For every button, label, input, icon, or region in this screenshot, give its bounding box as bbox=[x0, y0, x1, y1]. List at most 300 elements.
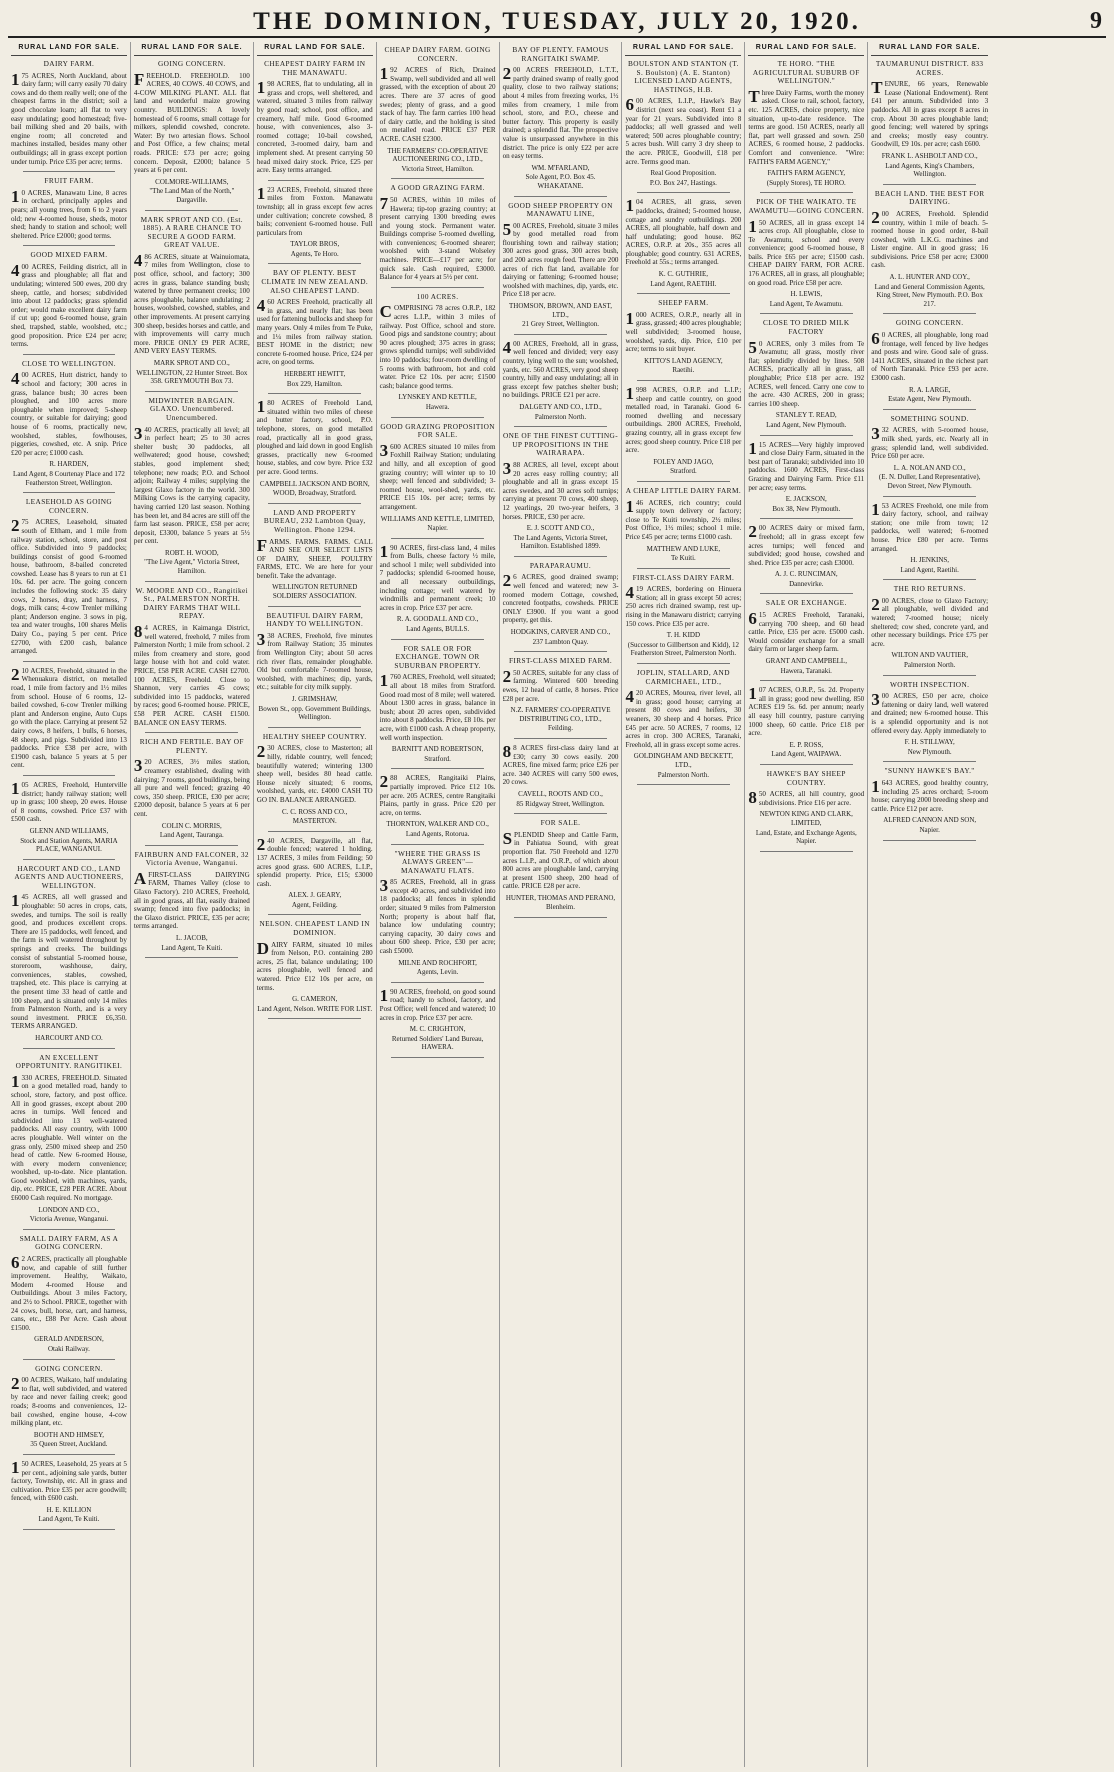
ad-divider bbox=[23, 245, 116, 246]
ad-title: GOING CONCERN. bbox=[895, 318, 964, 328]
ad-agent: WELLINGTON RETURNED SOLDIERS' ASSOCIATION. bbox=[272, 583, 358, 601]
ad-title: GOING CONCERN. bbox=[35, 1363, 103, 1373]
ad-agent: C. C. ROSS AND CO., bbox=[282, 807, 348, 816]
ad-agent: Real Good Proposition. bbox=[650, 169, 717, 178]
ad-contact: Returned Soldiers' Land Bureau, HAWERA. bbox=[391, 1034, 484, 1052]
ad-body: 145 ACRES, all well grassed and ploughable: 50 acres in crops, cats, swedes, and turnips. The soil is really good, and produces excellent crops. There are 15 paddocks, well fenced, and the farm is well watered throughout by springs and creeks. The buildings consist of substantial 5-roomed house, storeroom, washhouse, dairy, conveniences, stables, cowshed, trapshed, etc. This place is carrying at the present time 33 head of cattle and 100 sheep, and is situated only 14 miles from Palmerston North, and is a very sound investment. PRICE £6,350. TERMS ARRANGED. bbox=[11, 891, 127, 1031]
ad-divider bbox=[23, 354, 116, 355]
ad-body: 180 ACRES of Freehold Land, situated within two miles of cheese and butter factory, school, P.O. telephone, stores, on good metalled road, practically all in good grass, ploughed and laid down in good English grasses, practically new 6-roomed house, stables, and cow byre. Price £32 per acre. Good terms. bbox=[256, 397, 373, 476]
classified-ad bbox=[257, 269, 373, 388]
ad-agent: COLMORE-WILLIAMS, bbox=[155, 177, 229, 186]
ad-contact: Bowen St., opp. Government Buildings, Wellington. bbox=[258, 704, 371, 722]
ad-agent: WM. M'FARLAND, bbox=[531, 163, 590, 172]
column-heading: RURAL LAND FOR SALE. bbox=[134, 42, 250, 56]
ad-divider bbox=[760, 518, 853, 519]
ad-divider bbox=[760, 435, 853, 436]
classified-ad bbox=[625, 487, 741, 563]
masthead-title: THE DOMINION, TUESDAY, JULY 20, 1920. bbox=[253, 8, 861, 35]
ad-body: 400 ACRES, Hutt district, handy to school and factory; 300 acres in grass, balance bush; 30 acres been ploughed, and 100 acres more ploughable when improved; 5-sheep country, or suitable for dairying; good house of 6 rooms, practically new, woolshed, stables, fowlhouses, piggeries, cowshed, etc. A snip. Price £20 per acre; £1000 cash. bbox=[11, 369, 127, 457]
ad-contact: WELLINGTON, 22 Hunter Street. Box 358. GREYMOUTH Box 73. bbox=[136, 368, 248, 386]
ad-contact: The Land Agents, Victoria Street, Hamilton. Established 1899. bbox=[513, 533, 608, 551]
classified-ad bbox=[503, 819, 619, 912]
ad-agent: N.Z. FARMERS' CO-OPERATIVE DISTRIBUTING CO., LTD., bbox=[510, 706, 611, 723]
ad-agent: E. JACKSON, bbox=[785, 495, 827, 504]
ad-divider bbox=[23, 171, 116, 172]
ad-divider bbox=[268, 1018, 361, 1019]
ad-body: 250 ACRES, suitable for any class of farming. Wintered 600 breeding ewes, 12 head of cattle, 8 horses. Price £28 per acre. bbox=[502, 666, 619, 703]
ad-title: HAWKE'S BAY SHEEP COUNTRY. bbox=[766, 768, 846, 787]
ad-divider bbox=[637, 293, 730, 294]
ad-contact: Estate Agent, New Plymouth. bbox=[888, 395, 972, 404]
ad-divider bbox=[23, 775, 116, 776]
ad-title: AN EXCELLENT OPPORTUNITY. RANGITIKEI. bbox=[15, 1052, 123, 1071]
ad-body: DAIRY FARM, situated 10 miles from Nelson, P.O. containing 280 acres, 25 flat, balance undulating; 100 acres ploughable, well fenced and watered. Price £12 10s per acre, on terms. bbox=[256, 938, 373, 992]
ad-body: 1000 ACRES, O.R.P., nearly all in grass, grassed; 400 acres ploughable; well subdivided; 3-roomed house, woolshed, yards, dip. Price, £10 per acre; terms to suit buyer. bbox=[625, 308, 742, 354]
ad-title: JOPLIN, STALLARD, AND CARMICHAEL, LTD., bbox=[636, 668, 730, 686]
ad-contact: Land Agent, WAIPAWA. bbox=[771, 750, 842, 759]
classified-ad bbox=[625, 574, 741, 658]
ad-body: COMPRISING 78 acres O.R.P., 182 acres L.I.P., within 3 miles of railway. Post Office, school and store. Good pigs and sandstone country; about 90 acres ploughed; 375 acres in grass; grows splendid turnips; well subdivided into 10 paddocks; four-room dwelling of 5 rooms with bathroom, hot and cold water. Price £2 10s. per acre; £1500 cash; balance good terms. bbox=[379, 302, 496, 390]
ad-contact: Land Agents, King's Chambers, Wellington. bbox=[885, 161, 975, 179]
classified-ad bbox=[11, 498, 127, 656]
masthead bbox=[8, 6, 1106, 38]
ad-title: PICK OF THE WAIKATO. TE AWAMUTU—GOING CONCERN. bbox=[748, 197, 865, 215]
ad-contact: Box 38, New Plymouth. bbox=[772, 504, 841, 513]
ad-divider bbox=[760, 680, 853, 681]
ad-agent: HODGKINS, CARVER AND CO., bbox=[510, 628, 611, 637]
classified-ad bbox=[379, 541, 496, 634]
classified-ad bbox=[502, 337, 619, 421]
classified-ad bbox=[748, 599, 864, 675]
ad-title: BEAUTIFUL DAIRY FARM, HANDY TO WELLINGTON. bbox=[266, 610, 364, 629]
ad-title: DAIRY FARM. bbox=[43, 59, 95, 68]
ad-title: SHEEP FARM. bbox=[658, 298, 709, 308]
column-heading: RURAL LAND FOR SALE. bbox=[748, 42, 864, 56]
classified-ad bbox=[871, 190, 988, 309]
classified-ad bbox=[134, 216, 250, 386]
classified-ad bbox=[502, 741, 619, 808]
columns-container bbox=[8, 42, 1106, 1767]
ad-agent: G. CAMERON, bbox=[292, 995, 338, 1004]
classified-ad bbox=[380, 850, 496, 977]
ad-agent: ALFRED CANNON AND SON, bbox=[883, 816, 977, 825]
ad-divider bbox=[514, 738, 607, 739]
classified-ad bbox=[503, 657, 619, 733]
ad-title: THE RIO RETURNS. bbox=[893, 584, 966, 594]
ad-body: 288 ACRES, Rangitaiki Plains, partially improved. Price £12 10s. per acre. 205 ACRES, centre Rangitaiki Plains, partly in grass. Price £20 per acre, on terms. bbox=[379, 772, 496, 817]
ad-body: 300 ACRES, £50 per acre, choice fattening or dairy land, well watered and drained; new 6-roomed house. This is a splendid opportunity and is not offered every day. Apply immediately to bbox=[871, 690, 989, 735]
ad-body: 104 ACRES, all grass, seven paddocks, drained; 5-roomed house, cottage and sundry outbuildings. 200 ACRES, all ploughable, half down and half undulating; good house. 862 ACRES, O.R.P. at 20s., 355 acres all ploughable; good country. 631 ACRES, Freehold at 55s.; terms arranged. bbox=[625, 196, 742, 267]
classified-ad bbox=[380, 184, 496, 282]
ad-body: 850 ACRES, all hill country, good subdivisions. Price £16 per acre. bbox=[748, 788, 865, 808]
ad-contact: Land Agents, BULLS. bbox=[406, 625, 470, 634]
ad-contact: P.O. Box 247, Hastings. bbox=[649, 178, 717, 187]
ad-contact: Raetihi. bbox=[672, 366, 695, 375]
classified-ad bbox=[11, 865, 127, 1043]
ad-contact: Hawera. bbox=[425, 402, 450, 411]
ad-divider bbox=[637, 663, 730, 664]
ad-title: GOOD MIXED FARM. bbox=[30, 250, 108, 260]
ad-title: SALE OR EXCHANGE. bbox=[765, 598, 847, 608]
ad-agent: KITTO'S LAND AGENCY, bbox=[644, 356, 723, 365]
ad-body: 192 ACRES of Rich, Drained Swamp, well subdivided and all well grassed, with the exception of about 20 acres. There are 37 acres of good swedes; plenty of grass, and a good stack of hay. The farm carries 100 head of dairy cattle, and the holding is sited on metalled road. PRICE £37 PER ACRE. CASH £2300. bbox=[379, 64, 496, 143]
ad-agent: LONDON AND CO., bbox=[38, 1205, 100, 1214]
ad-title: FIRST-CLASS MIXED FARM. bbox=[508, 656, 613, 666]
classified-ad bbox=[503, 46, 619, 191]
ad-contact: (E. N. Duller, Land Representative), Devon Street, New Plymouth. bbox=[878, 473, 981, 490]
ad-agent: T. H. KIDD bbox=[666, 631, 701, 640]
ad-agent: GERALD ANDERSON, bbox=[34, 1335, 104, 1344]
ad-divider bbox=[391, 982, 484, 983]
ad-agent: F. H. STILLWAY, bbox=[904, 738, 955, 747]
classified-ad bbox=[380, 774, 496, 838]
ad-divider bbox=[391, 287, 484, 288]
ad-divider bbox=[514, 556, 607, 557]
classified-ad bbox=[625, 669, 741, 779]
ad-body: FREEHOLD. FREEHOLD. 100 ACRES, 40 COWS. 40 COWS, and 4-COW MILKING PLANT. ALL flat land and wonderful maize growing country. BUILDINGS: A lovely homestead of 6 rooms, small cottage for milkers, splendid cowshed, concrete. Water: By two artesian flows. School and Post Office, a few chains; metal roads. PRICE: £73 per acre; going concern. Deposit, £2000; balance 5 years at 6 per cent. bbox=[133, 69, 250, 175]
ad-agent: HERBERT HEWITT, bbox=[284, 370, 346, 378]
classified-ad bbox=[748, 198, 864, 308]
ad-agent: GRANT AND CAMPBELL, bbox=[765, 657, 847, 666]
classified-ad bbox=[134, 397, 250, 576]
ad-divider bbox=[391, 538, 484, 539]
ad-body: 190 ACRES, freehold, on good sound road; handy to school, factory, and Post Office; well fenced and watered; 10 acres in crop. Price £37 per acre. bbox=[379, 985, 496, 1022]
ad-divider bbox=[514, 651, 607, 652]
ad-body: 150 ACRES, all in grass except 14 acres crop. All ploughable, close to Te Awamutu, school and every convenience; good 6-roomed house, 8 bails. Price £65 per acre; £1500 cash. CHEAP DAIRY FARM, FOR ACRE. 176 ACRES, all in grass, all ploughable; on good road. Price £58 per acre. bbox=[748, 216, 865, 287]
ad-contact: (Supply Stores), TE HORO. bbox=[766, 178, 846, 187]
ad-contact: Dannevirke. bbox=[789, 579, 824, 588]
ad-body: 146 ACRES, rich country; could supply town delivery or factory; close to Te Kuiti township, 2½ miles; Post Office, 1½ miles; school 1 mile. Price £45 per acre; terms £1000 cash. bbox=[625, 496, 742, 541]
ad-contact: Land Agents, Rotorua. bbox=[405, 829, 470, 838]
ad-agent: DALGETY AND CO., LTD., bbox=[519, 402, 602, 411]
ad-body: 107 ACRES, O.R.P., 5s. 2d. Property all in grass; good new dwelling. 850 ACRES £19 5s. 6d. per annum; nearly all easy hill country, pasture carrying 1000 sheep, 60 cattle. Price £18 per acre. bbox=[748, 684, 865, 738]
ad-contact: Land Agent, Tauranga. bbox=[159, 831, 224, 840]
ad-divider bbox=[268, 831, 361, 832]
ad-contact: Victoria Avenue, Wanganui. bbox=[29, 1215, 109, 1224]
ad-contact: Land Agent, Te Kuiti. bbox=[161, 943, 223, 952]
ad-title: BEACH LAND. THE BEST FOR DAIRYING. bbox=[874, 188, 985, 207]
classified-ad bbox=[625, 299, 741, 375]
ad-divider bbox=[883, 496, 977, 497]
ad-body: 200 ACRES, Freehold. Splendid country, within 1 mile of beach. 5-roomed house in good order, 8-bail cowshed, with L.K.G. machines and Lister engine. All in good grass; 16 subdivisions. Price £58 per acre; £3000 cash. bbox=[871, 207, 989, 270]
ad-divider bbox=[23, 661, 116, 662]
ad-contact: Stratford. bbox=[424, 754, 451, 763]
classified-ad bbox=[748, 686, 864, 759]
ad-contact: (Successor to Gillbertson and Kidd), 12 Featherston Street, Palmerston North. bbox=[627, 640, 739, 658]
ad-divider bbox=[391, 639, 484, 640]
column bbox=[745, 42, 868, 1767]
ad-body: 198 ACRES, flat to undulating, all in grass and crops, well sheltered, and watered, situated 3 miles from railway by good road; school, post office, and creamery, half mile. Good 6-roomed house, with conveniences, also 3-roomed cottage; 10-bail cowshed, concreted, 3-roomed dairy, barn and implement shed. At present carrying 50 head mixed dairy stock. Price, £25 per acre. Easy terms arranged. bbox=[256, 78, 373, 175]
classified-ad bbox=[503, 562, 619, 646]
ad-divider bbox=[637, 481, 730, 482]
ad-body: 1330 ACRES, FREEHOLD. Situated on a good metalled road, handy to school, store, factory, and post office. All in good grasses, except about 200 acres in turnips. Well fenced and subdivided into 13 well-watered paddocks. All easy country, with 1000 acres ploughable. Well winter on the grass only, 2500 mixed sheep and 250 head of cattle. New 6-roomed House, with every modern convenience; woolshed, up-to-date. Nice plantation. Good woolshed, with machines, yards, dip, etc. PRICE, £28 PER ACRE. About £6000 Cash required. No mortgage. bbox=[11, 1071, 127, 1203]
ad-title: PARAPARAUMU. bbox=[529, 560, 592, 570]
ad-divider bbox=[23, 1229, 116, 1230]
ad-divider bbox=[760, 593, 853, 594]
ad-title: MIDWINTER BARGAIN. GLAXO. Unencumbered. Unencumbered. bbox=[148, 395, 236, 422]
ad-agent: CAVELL, ROOTS AND CO., bbox=[518, 789, 603, 798]
ad-body: 600 ACRES, L.I.P., Hawke's Bay district (next sea coast). Rent £1 a year for 21 years. Subdivided into 8 paddocks; all well grassed and well watered; 500 acres ploughable country; 5 acres bush. Will carry 3 dry sheep to the acre. PRICE, Goodwill, £18 per acre. Terms good man. bbox=[625, 95, 742, 166]
ad-contact: 85 Ridgway Street, Wellington. bbox=[516, 799, 605, 808]
ad-body: 190 ACRES, first-class land, 4 miles from Bulls, cheese factory ½ mile, and school 1 mile; well subdivided into 7 paddocks; splendid 6-roomed house, and all necessary outbuildings, including cottage; well watered by windmills and permanent creek; 10 acres in crop. Price £37 per acre. bbox=[379, 541, 496, 612]
ad-title: TE HORO. "THE AGRICULTURAL SUBURB OF WELLINGTON." bbox=[752, 59, 860, 86]
ad-agent: R. A. LARGE, bbox=[908, 385, 951, 394]
ad-agent: ROBT. H. WOOD, bbox=[165, 548, 219, 557]
column bbox=[622, 42, 745, 1767]
ad-body: 400 ACRES, Freehold, all in grass, well fenced and divided; very easy country, lying well to the sun; woolshed, yards, etc. 560 ACRES, very good sheep country, hilly and easy undulating; all in grass except few patches shelter bush; no buildings. PRICE £21 per acre. bbox=[502, 337, 619, 400]
ad-body: 150 ACRES, Leasehold, 25 years at 5 per cent., adjoining sale yards, butter factory, Township, etc. All in grass and cultivation. Price £35 per acre goodwill; fenced, with £600 cash. bbox=[11, 1457, 127, 1503]
ad-body: 10 ACRES, Manawatu Line, 8 acres in orchard, principally apples and pears; all young trees, from 6 to 2 years old; new 4-roomed house, sheds, motor shed; handy to station and school; well sheltered. Price £2000; good terms. bbox=[11, 186, 127, 240]
ad-divider bbox=[145, 845, 238, 846]
ad-divider bbox=[514, 917, 607, 918]
ad-body: 320 ACRES, 3½ miles station, creamery established, dealing with dairying; 7 rooms, good buildings, being all pure and well fenced; grazing 40 cows, 350 sheep. PRICE, £30 per acre; £2000 deposit, balance 5 years at 6 per cent. bbox=[133, 756, 250, 818]
classified-ad bbox=[134, 738, 250, 840]
ad-body: FARMS. FARMS. FARMS. CALL AND SEE OUR SELECT LISTS OF DAIRY, SHEEP, POULTRY FARMS, ETC. We are here for your benefit. Take the advantage. bbox=[256, 535, 373, 580]
ad-agent: FAITH'S FARM AGENCY, bbox=[767, 169, 846, 178]
ad-title: CHEAPEST DAIRY FARM IN THE MANAWATU. bbox=[264, 59, 366, 77]
column-heading: RURAL LAND FOR SALE. bbox=[871, 42, 988, 56]
ad-body: 200 ACRES dairy or mixed farm, freehold; all in grass except few acres turnips; well fenced and subdivided; good house, cowshed and shed. Price £35 per acre; cash £3000. bbox=[748, 522, 865, 567]
ad-agent: K. C. GUTHRIE, bbox=[658, 270, 708, 279]
classified-ad bbox=[11, 1365, 127, 1449]
column-heading: RURAL LAND FOR SALE. bbox=[625, 42, 741, 56]
ad-title: SMALL DAIRY FARM, AS A GOING CONCERN. bbox=[19, 1233, 119, 1252]
classified-ad bbox=[625, 198, 741, 288]
ad-agent: H. LEWIS, bbox=[790, 290, 823, 299]
ad-title: SOMETHING SOUND. bbox=[890, 413, 969, 423]
ad-divider bbox=[23, 1048, 116, 1049]
ad-contact: "The Land Man of the North," Dargaville. bbox=[149, 187, 235, 204]
ad-title: CLOSE TO WELLINGTON. bbox=[21, 358, 116, 368]
ad-body: 123 ACRES, Freehold, situated three miles from Foxton. Manawatu township; all in grass except few acres under cultivation; concrete cowshed, 8 bails; convenient 6-roomed house. Full particulars from bbox=[256, 183, 373, 237]
ad-contact: Palmerston North. bbox=[657, 770, 710, 779]
column bbox=[500, 42, 623, 1767]
ad-agent: HARCOURT AND CO. bbox=[35, 1033, 103, 1042]
ad-title: NELSON. CHEAPEST LAND IN DOMINION. bbox=[259, 919, 370, 938]
ad-body: 1998 ACRES, O.R.P. and L.I.P.; sheep and cattle country, on good metalled road, in Taranaki. Good 6-roomed dwelling and necessary outbuildings. 2800 ACRES, Freehold, grazing country, all in grass except few acres; good sheep country. Price £18 per acre. bbox=[625, 384, 742, 455]
classified-ad bbox=[625, 60, 741, 187]
ad-divider bbox=[391, 768, 484, 769]
classified-ad bbox=[134, 60, 250, 205]
classified-ad bbox=[11, 360, 127, 487]
ad-divider bbox=[391, 178, 484, 179]
ad-contact: Land Agent, RAETIHI. bbox=[650, 279, 717, 288]
ad-body: Three Dairy Farms, worth the money asked. Close to rail, school, factory, etc. 125 ACRES, choice property, nice situation, up-to-date residence. The terms are good. 150 ACRES, nearly all flat, part well grassed and sown. 250 ACRES, 6 roomed house, 2 paddocks. Comfort and convenience. "Wire: FAITH'S FARM AGENCY," bbox=[748, 86, 865, 166]
classified-ad bbox=[11, 251, 127, 349]
ad-title: RICH AND FERTILE. BAY OF PLENTY. bbox=[139, 737, 244, 755]
ad-divider bbox=[268, 914, 361, 915]
ad-contact: WOOD, Broadway, Stratford. bbox=[272, 489, 357, 498]
ad-body: 275 ACRES, Leasehold, situated south of Eltham, and 1 mile from railway station, school, store, and post office. Subdivided into 9 paddocks; buildings consist of good 6-roomed house, bathroom, 8-bailed concreted cowshed. Lease has 8 years to run at £1 10s. 6d. per acre. The going concern includes the following stock: 35 dairy cows, 2 horses, dray, and harness, 7 dogs, milk cans; 4-cow Trenler milking plant; Anderson engine. 3 sows in pig, tea and water troughs, 100 shares Melis Dairy Co., paying 5 per cent. Price £2700, with £200 cash, balance arranged. bbox=[11, 516, 127, 656]
ad-agent: E. P. ROSS, bbox=[789, 740, 824, 749]
classified-ad bbox=[871, 60, 988, 179]
ad-title: "WHERE THE GRASS IS ALWAYS GREEN"—MANAWATU FLATS. bbox=[394, 848, 481, 875]
ad-divider bbox=[268, 263, 361, 264]
ad-body: 500 ACRES, Freehold, situate 3 miles by good metalled road from flourishing town and railway station; 300 acres good grass, 300 acres bush, and 200 acres rough feed. There are 200 acres of rich flat land, available for dairying or fattening; 6-roomed house; woolshed with machines, dip, yards, etc. Price £18 per acre. bbox=[502, 219, 619, 299]
ad-divider bbox=[760, 192, 853, 193]
ad-contact: MASTERTON. bbox=[292, 817, 337, 826]
ad-contact: 237 Lambton Quay. bbox=[532, 637, 589, 646]
ad-body: 615 ACRES Freehold, Taranaki, carrying 700 sheep, and 60 head cattle. Price, £35 per acre. £5000 cash. Would consider exchange for a small dairy farm or larger sheep farm. bbox=[748, 609, 865, 654]
ad-title: WORTH INSPECTION. bbox=[890, 679, 970, 689]
ad-title: BAY OF PLENTY. BEST CLIMATE IN NEW ZEALAND. ALSO CHEAPEST LAND. bbox=[261, 268, 369, 295]
ad-divider bbox=[637, 568, 730, 569]
ad-divider bbox=[23, 1454, 116, 1455]
ad-agent: THOMSON, BROWN, AND EAST, LTD., bbox=[509, 302, 612, 319]
ad-title: GOOD SHEEP PROPERTY ON MANAWATU LINE, bbox=[508, 200, 613, 219]
ad-agent: FRANK L. ASHBOLT AND CO., bbox=[881, 151, 978, 160]
classified-ad bbox=[257, 733, 373, 826]
ad-divider bbox=[391, 1057, 484, 1058]
ad-title: MARK SPROT AND CO. (Est. 1885). A RARE CHANCE TO SECURE A GOOD FARM. GREAT VALUE. bbox=[140, 214, 243, 250]
ad-title: ONE OF THE FINEST CUTTING-UP PROPOSITIONS IN THE WAIRARAPA. bbox=[502, 431, 619, 458]
ad-agent: E. J. SCOTT AND CO., bbox=[526, 524, 595, 533]
ad-agent: L. A. NOLAN AND CO., bbox=[893, 463, 966, 472]
classified-ad bbox=[871, 319, 988, 403]
ad-body: 750 ACRES, within 10 miles of Hawera; tip-top grazing country; at present carrying 1300 breeding ewes and young stock. Permanent water. Buildings comprise 5-roomed dwelling, with conveniences; 6-roomed shearer; woolshed with 3-stand Wolseley machines. PRICE—£17 per acre; for quick sale. Cash required, £3000. Balance for 4 years at 5½ per cent. bbox=[379, 193, 496, 282]
ad-divider bbox=[145, 732, 238, 733]
ad-contact: 21 Grey Street, Wellington. bbox=[522, 320, 599, 329]
ad-divider bbox=[883, 579, 977, 580]
ad-contact: Land Agent, Nelson. WRITE FOR LIST. bbox=[257, 1004, 373, 1013]
ad-agent: CAMPBELL JACKSON AND BORN, bbox=[259, 479, 370, 488]
ad-agent: H. E. KILLION bbox=[46, 1505, 92, 1514]
ad-title: FOR SALE. bbox=[540, 818, 581, 828]
classified-ad bbox=[11, 177, 127, 240]
ad-title: TAUMARUNUI DISTRICT. 833 ACRES. bbox=[875, 59, 984, 77]
ad-title: CHEAP DAIRY FARM. GOING CONCERN. bbox=[384, 45, 491, 63]
ad-contact: Sole Agent, P.O. Box 45. WHAKATANE. bbox=[525, 173, 596, 190]
ad-title: FAIRBURN AND FALCONER, 32 Victoria Avenue, Wanganui. bbox=[134, 849, 249, 868]
ad-divider bbox=[883, 184, 977, 185]
ad-agent: GOLDINGHAM AND BECKETT, LTD., bbox=[633, 752, 734, 769]
ad-agent: STANLEY T. READ, bbox=[775, 411, 837, 420]
classified-ad bbox=[380, 423, 496, 533]
classified-ad bbox=[380, 293, 496, 412]
column-heading: RURAL LAND FOR SALE. bbox=[257, 42, 373, 56]
ad-agent: WILLIAMS AND KETTLE, LIMITED, bbox=[380, 514, 495, 523]
ad-agent: ALEX. J. GEARY, bbox=[288, 891, 342, 900]
ad-divider bbox=[637, 380, 730, 381]
ad-body: 230 ACRES, close to Masterton; all hilly, ridable country, well fenced; beautifully watered; wintering 1300 sheep well, besides 80 head cattle. House nicely situated; 6 rooms, woolshed, yards, etc. £4000 CASH TO GO IN. BALANCE ARRANGED. bbox=[256, 742, 373, 804]
ad-divider bbox=[23, 1529, 116, 1530]
classified-ad bbox=[11, 60, 127, 166]
ad-title: BOULSTON AND STANTON (T. S. Boulston) (A. E. Stanton) LICENSED LAND AGENTS, HASTINGS, H.B. bbox=[628, 59, 739, 94]
ad-contact: Feilding. bbox=[547, 724, 574, 733]
ad-body: 486 ACRES, situate at Wainuiomata, 7 miles from Wellington, close to post office, school, and factory; 300 acres in grass, balance standing bush; watered by three permanent creeks; 100 acres ploughable, balance undulating; 2 houses, woolshed, cowshed, stables, and other improvements. At present carrying 300 sheep, besides horses and cattle, and with improvements will carry much more. PRICE ONLY £9 PER ACRE, AND VERY EASY TERMS. bbox=[133, 250, 250, 356]
ad-contact: Agents, Te Horo. bbox=[290, 249, 339, 258]
column bbox=[868, 42, 991, 1767]
ad-body: SPLENDID Sheep and Cattle Farm, in Pahiatua Sound, with great proportion flat. 750 Freehold and 1270 acres L.I.P., and O.R.P., of which about 800 acres are ploughable land, carrying at present 1500 sheep, 200 head of cattle. PRICE £28 per acre. bbox=[502, 828, 619, 891]
ad-divider bbox=[145, 957, 238, 958]
ad-agent: M. C. CRIGHTON, bbox=[409, 1025, 466, 1034]
ad-body: 419 ACRES, bordering on Hinuera Station; all in grass except 50 acres; 250 acres rich drained swamp, rest up-rising in the Manawaru district; carrying 150 cows. Price £35 per acre. bbox=[625, 583, 742, 628]
classified-ad bbox=[503, 202, 619, 329]
ad-body: 385 ACRES, Freehold, all in grass except 40 acres, and subdivided into 18 paddocks; all fences in splendid order; situated 9 miles from Palmerston North; property is about half flat, balance low undulating country; carrying capacity, 30 dairy cows and about 600 sheep. Price, £30 per acre; cash £5000. bbox=[379, 876, 496, 956]
ad-body: 332 ACRES, with 5-roomed house, milk shed, yards, etc. Nearly all in grass; splendid land, well subdivided. Price £60 per acre. bbox=[871, 424, 989, 461]
ad-divider bbox=[268, 606, 361, 607]
ad-body: 388 ACRES, all level, except about 20 acres easy rolling country; all ploughable and all in grass except 15 acres swedes, and 30 acres soft turnips; carrying at present 70 cows, 400 sheep, 12 yearlings, 20 two-year heifers, 3 horses. PRICE, £30 per acre. bbox=[502, 458, 619, 521]
ad-divider bbox=[883, 313, 977, 314]
ad-divider bbox=[514, 196, 607, 197]
classified-ad bbox=[379, 985, 496, 1052]
classified-ad bbox=[871, 767, 988, 834]
ad-agent: FOLEY AND JAGO, bbox=[653, 457, 714, 466]
ad-agent: MILNE AND ROCHFORT, bbox=[398, 958, 477, 967]
ad-title: A GOOD GRAZING FARM. bbox=[390, 183, 485, 193]
ad-contact: Victoria Street, Hamilton. bbox=[401, 164, 474, 173]
ad-contact: "The Live Agent," Victoria Street, Hamilton. bbox=[144, 558, 240, 576]
ad-contact: Blenheim. bbox=[546, 903, 575, 912]
ad-body: 50 ACRES, only 3 miles from Te Awamutu; all grass, mostly river flat; splendidly divided by lines. 508 ACRES, practically all in grass, all ploughable; Price £18 per acre. 192 ACRES, well fenced. Carry one cow to the acre. 430 ACRES, 200 in grass; carries 100 sheep. bbox=[748, 337, 865, 408]
ad-agent: TAYLOR BROS, bbox=[290, 240, 340, 249]
ad-body: 1643 ACRES, good healthy country, including 25 acres orchard; 5-room house; carrying 2000 breeding sheep and cattle. Price £12 per acre. bbox=[871, 776, 989, 813]
ad-divider bbox=[23, 859, 116, 860]
page-number: 9 bbox=[1090, 8, 1102, 34]
ad-body: 240 ACRES, Dargaville, all flat, double fenced; watered 1 holding. 137 ACRES, 3 miles from Feilding; 50 acres good grass. 600 ACRES, L.I.P., splendid property. Price, £15; £3000 cash. bbox=[256, 834, 373, 888]
ad-title: GOING CONCERN. bbox=[158, 59, 226, 68]
classified-ad bbox=[748, 524, 864, 588]
ad-divider bbox=[23, 1359, 116, 1360]
ad-contact: Hawera, Taranaki. bbox=[780, 666, 832, 675]
classified-ad bbox=[871, 585, 988, 669]
ad-divider bbox=[145, 210, 238, 211]
ad-body: 153 ACRES Freehold, one mile from dairy factory, school, and railway station; one mile from town; 12 paddocks, well watered; 6-roomed house. Price £80 per acre. Terms arranged. bbox=[871, 499, 989, 553]
ad-contact: Box 229, Hamilton. bbox=[286, 379, 343, 388]
ad-divider bbox=[268, 180, 361, 181]
ad-title: HEALTHY SHEEP COUNTRY. bbox=[262, 731, 367, 741]
classified-ad bbox=[257, 920, 373, 1013]
ad-agent: NEWTON KING AND CLARK, LIMITED, bbox=[759, 810, 853, 827]
ad-divider bbox=[760, 851, 853, 852]
ad-body: 60 ACRES, all ploughable, long road frontage, well fenced by live hedges and posts and wire. Good sale of grass. 1411 ACRES, situated in the richest part of North Taranaki. Price £93 per acre. £3000 cash. bbox=[871, 329, 989, 382]
classified-ad bbox=[11, 664, 127, 770]
classified-ad bbox=[256, 834, 373, 910]
ad-body: 105 ACRES, Freehold, Hunterville district; handy railway station; well up in grass; 100 sheep, 20 ewes. House of 8 rooms, cowshed. Price £37 with £500 cash. bbox=[11, 778, 127, 824]
ad-body: 26 ACRES, good drained swamp; well fenced and watered; new 3-roomed modern Cottage, cowshed, concreted footpaths, cowsheds. PRICE ONLY £3900. If you want a good property, get this. bbox=[502, 571, 619, 625]
ad-title: HARCOURT AND CO., LAND AGENTS AND AUCTIONEERS, WELLINGTON. bbox=[14, 863, 124, 890]
classified-ad bbox=[256, 183, 373, 259]
ad-contact: Agents, Levin. bbox=[416, 968, 459, 977]
ad-body: 338 ACRES, Freehold, five minutes from Railway Station; 35 minutes from Wellington City; about 50 acres rich river flats, remainder ploughable. Old but comfortable 7-roomed house, woolshed, with machines; dip, yards, etc.; suitable for city milk supply. bbox=[256, 629, 373, 692]
column bbox=[131, 42, 254, 1767]
ad-body: 460 ACRES Freehold, practically all in grass, and nearly flat; has been used for fattening bullocks and sheep for many years. Only 4 miles from Te Puke, and 1¼ miles from railway station. BEST HOME in the district; new concrete 6-roomed house. Price, £24 per acre, on good terms. bbox=[256, 296, 373, 367]
classified-ad bbox=[503, 432, 619, 551]
ad-contact: Te Kuiti. bbox=[671, 554, 696, 563]
classified-ad bbox=[11, 1457, 127, 1524]
ad-divider bbox=[145, 581, 238, 582]
ad-title: A CHEAP LITTLE DAIRY FARM. bbox=[625, 485, 742, 495]
ad-body: 200 ACRES, Waikato, half undulating to flat, well subdivided, and watered by race and never failing creek; good roads; 8-rooms and conveniences, 12-bail cowshed, engine house, 4-cow milking plant, etc. bbox=[11, 1374, 127, 1428]
ad-contact: New Plymouth. bbox=[907, 747, 952, 756]
ad-body: 1760 ACRES, Freehold, well situated; all about 18 miles from Stratford. Good road most of 8 mile; well watered. About 1300 acres in grass, balance in bush; about 20 acres open, subdivided into about 8 paddocks. Price, £8 10s. per acre, with £1000 cash. A cheap property, well worth inspection. bbox=[379, 671, 496, 742]
ad-agent: LYNSKEY AND KETTLE, bbox=[398, 393, 477, 402]
ad-divider bbox=[883, 840, 977, 841]
ad-body: 200 ACRES FREEHOLD, L.T.T., partly drained swamp of really good quality, close to two railway stations; about 4 miles from freezing works, 1½ miles from creamery, 1 mile from school, store, and P.O., cheese and butter factory. This property is easily drained; a splendid flat. The prospective value is unsurpassed anywhere in this district. The price is only £22 per acre on easy terms. bbox=[502, 64, 619, 161]
ad-divider bbox=[268, 727, 361, 728]
ad-body: 200 ACRES, close to Glaxo Factory; all ploughable, well divided and watered; 7-roomed house; nicely sheltered; cow shed, concrete yard, and other necessary buildings. Price £75 per acre. bbox=[871, 594, 989, 648]
ad-agent: MATTHEW AND LUKE, bbox=[646, 544, 721, 553]
ad-contact: Otaki Railway. bbox=[47, 1344, 90, 1353]
ad-body: 340 ACRES, practically all level; all in perfect heart; 25 to 30 acres shelter bush; 30 paddocks, all wellwatered; good house, cowshed; stables, good implement shed; telephone; new roads; P.O. and School adjoin; Railway 4 miles; supplying the largest Glaxo factory in the world. 300 Milking Cows is the carrying capacity, having carried 120 last season. Nothing has been let, and 84 acres are still off the farm last season. PRICE, £58 per acre; deposit, £3300, balance 5 years at 5½ per cent. bbox=[133, 423, 250, 546]
ad-agent: MARK SPROT AND CO., bbox=[153, 359, 230, 367]
ad-agent: COLIN C. MORRIS, bbox=[161, 821, 222, 830]
ad-agent: J. GRIMSHAW, bbox=[291, 695, 338, 703]
ad-contact: Land Agent, Te Awamutu. bbox=[769, 299, 843, 308]
ad-title: LEASEHOLD AS GOING CONCERN. bbox=[25, 497, 113, 515]
ad-agent: THE FARMERS' CO-OPERATIVE AUCTIONEERING CO., LTD., bbox=[387, 146, 488, 164]
ad-contact: Palmerston North. bbox=[904, 661, 956, 670]
